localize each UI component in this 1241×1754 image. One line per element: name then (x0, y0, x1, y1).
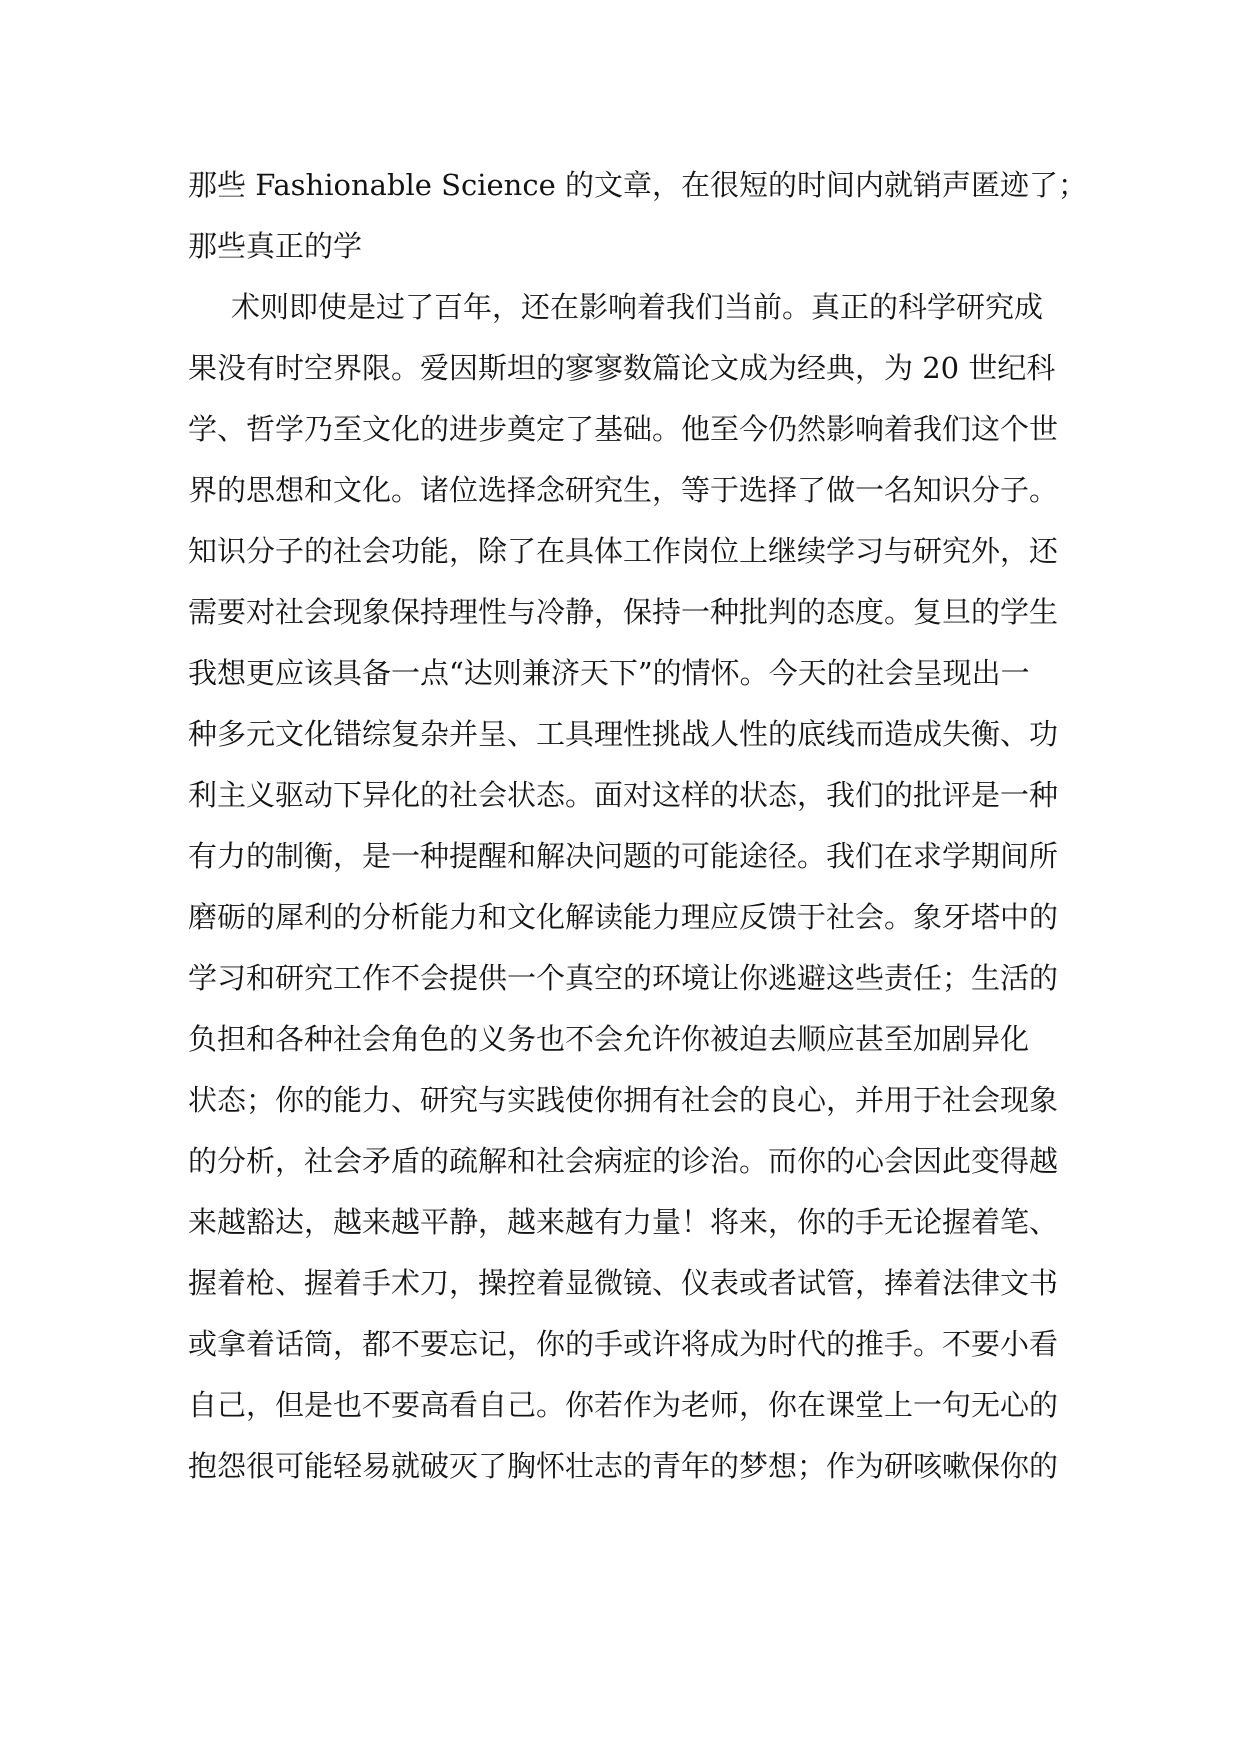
text-line: 界的思想和文化。诸位选择念研究生，等于选择了做一名知识分子。 (188, 473, 1059, 507)
text-line: 那些真正的学 (188, 229, 363, 263)
text-line: 我想更应该具备一点“达则兼济天下”的情怀。今天的社会呈现出一 (188, 656, 1030, 690)
text-line: 自己，但是也不要高看自己。你若作为老师，你在课堂上一句无心的 (188, 1388, 1059, 1422)
text-line: 需要对社会现象保持理性与冷静，保持一种批判的态度。复旦的学生 (188, 595, 1059, 629)
text-line: 果没有时空界限。爱因斯坦的寥寥数篇论文成为经典，为 20 世纪科 (188, 351, 1056, 385)
text-line: 抱怨很可能轻易就破灭了胸怀壮志的青年的梦想；作为研咳嗽保你的 (188, 1449, 1059, 1483)
text-line: 利主义驱动下异化的社会状态。面对这样的状态，我们的批评是一种 (188, 778, 1059, 812)
text-line: 握着枪、握着手术刀，操控着显微镜、仪表或者试管，捧着法律文书 (188, 1266, 1059, 1300)
text-line: 负担和各种社会角色的义务也不会允许你被迫去顺应甚至加剧异化 (188, 1022, 1030, 1056)
text-line: 那些 Fashionable Science 的文章，在很短的时间内就销声匿迹了； (188, 168, 1087, 202)
text-line: 知识分子的社会功能，除了在具体工作岗位上继续学习与研究外，还 (188, 534, 1059, 568)
text-line: 学、哲学乃至文化的进步奠定了基础。他至今仍然影响着我们这个世 (188, 412, 1059, 446)
text-line: 有力的制衡，是一种提醒和解决问题的可能途径。我们在求学期间所 (188, 839, 1059, 873)
text-line: 学习和研究工作不会提供一个真空的环境让你逃避这些责任；生活的 (188, 961, 1059, 995)
text-line: 磨砺的犀利的分析能力和文化解读能力理应反馈于社会。象牙塔中的 (188, 900, 1059, 934)
text-line: 来越豁达，越来越平静，越来越有力量！将来，你的手无论握着笔、 (188, 1205, 1059, 1239)
text-line: 的分析，社会矛盾的疏解和社会病症的诊治。而你的心会因此变得越 (188, 1144, 1059, 1178)
text-line: 或拿着话筒，都不要忘记，你的手或许将成为时代的推手。不要小看 (188, 1327, 1059, 1361)
text-line: 状态；你的能力、研究与实践使你拥有社会的良心，并用于社会现象 (188, 1083, 1059, 1117)
paragraph-start-line: 术则即使是过了百年，还在影响着我们当前。真正的科学研究成 (231, 290, 1044, 324)
text-line: 种多元文化错综复杂并呈、工具理性挑战人性的底线而造成失衡、功 (188, 717, 1059, 751)
body-text (188, 155, 1087, 1497)
